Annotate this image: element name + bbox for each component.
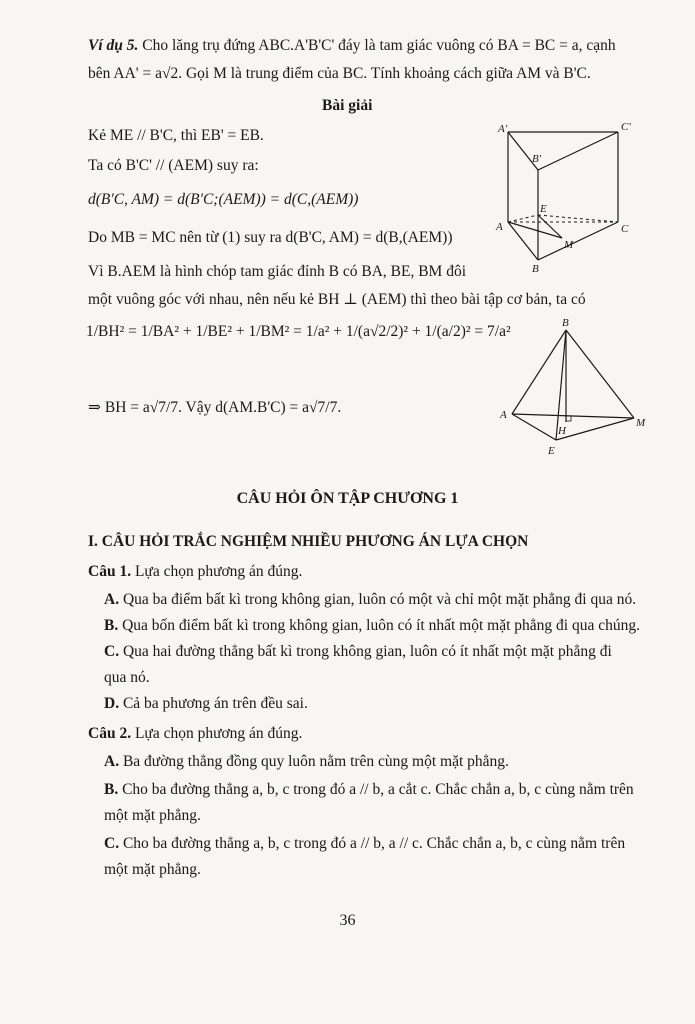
q1-option-a-text: Qua ba điểm bất kì trong không gian, luôn có một và chỉ một mặt phẳng đi qua nó. xyxy=(122,591,637,608)
question-2-label: Câu 2. xyxy=(88,725,132,742)
q1-option-b-label: B. xyxy=(104,617,119,634)
label-A: A xyxy=(496,221,503,233)
solution-title: Bài giải xyxy=(322,97,373,114)
q1-option-c-text: Qua hai đường thẳng bất kì trong không gian, luôn có ít nhất một mặt phẳng đi xyxy=(122,643,612,660)
q2-option-c-label: C. xyxy=(104,835,120,852)
question-2-text: Lựa chọn phương án đúng. xyxy=(134,725,303,742)
solution-step-5: Vì B.AEM là hình chóp tam giác đỉnh B có BA, BE, BM đôi xyxy=(88,263,467,280)
q2-option-b-text: Cho ba đường thẳng a, b, c trong đó a // b, a cắt c. Chắc chắn a, b, c cùng nằm trên xyxy=(122,781,634,798)
label-B-apex: B xyxy=(562,318,569,329)
question-1-label: Câu 1. xyxy=(88,563,132,580)
q2-option-c-text: Cho ba đường thẳng a, b, c trong đó a // b, a // c. Chắc chắn a, b, c cùng nằm trên xyxy=(122,835,626,852)
solution-step-4: Do MB = MC nên từ (1) suy ra d(B'C, AM) = d(B,(AEM)) xyxy=(88,229,453,246)
label-A-prime: A' xyxy=(498,123,508,135)
q2-option-b[interactable] xyxy=(104,780,634,800)
distance-equation: 1/BH² = 1/BA² + 1/BE² + 1/BM² = 1/a² + 1/(a√2/2)² + 1/(a/2)² = 7/a² xyxy=(86,323,511,340)
label-A-base: A xyxy=(500,409,507,421)
label-E: E xyxy=(540,203,547,215)
q2-option-a-text: Ba đường thẳng đồng quy luôn nằm trên cùng một mặt phẳng. xyxy=(122,753,509,770)
example-text-1: Cho lăng trụ đứng ABC.A'B'C' đáy là tam giác vuông có BA = BC = a, cạnh xyxy=(142,37,616,54)
solution-step-3: d(B'C, AM) = d(B'C;(AEM)) = d(C,(AEM)) xyxy=(88,191,359,208)
q2-option-c-cont: một mặt phẳng. xyxy=(104,861,201,878)
example-line-1 xyxy=(88,36,616,56)
label-H: H xyxy=(558,425,566,437)
q1-option-a[interactable] xyxy=(104,590,636,610)
label-M: M xyxy=(564,239,574,251)
solution-conclusion: ⇒ BH = a√7/7. Vậy d(AM.B'C) = a√7/7. xyxy=(88,399,342,416)
example-label: Ví dụ 5. xyxy=(88,37,139,54)
q1-option-b[interactable] xyxy=(104,616,640,636)
label-M-base: M xyxy=(636,417,646,429)
q2-option-b-label: B. xyxy=(104,781,119,798)
question-1-stem xyxy=(88,562,302,582)
page-number: 36 xyxy=(339,912,356,929)
solution-step-2: Ta có B'C' // (AEM) suy ra: xyxy=(88,157,259,174)
review-title: CÂU HỎI ÔN TẬP CHƯƠNG 1 xyxy=(236,490,459,507)
q1-option-c-cont: qua nó. xyxy=(104,669,150,686)
solution-step-6: một vuông góc với nhau, nên nếu kẻ BH ⊥ (AEM) thì theo bài tập cơ bản, ta có xyxy=(88,291,586,308)
example-line-2: bên AA' = a√2. Gọi M là trung điểm của BC. Tính khoảng cách giữa AM và B'C. xyxy=(88,65,591,82)
section-title: I. CÂU HỎI TRẮC NGHIỆM NHIỀU PHƯƠNG ÁN LỰA CHỌN xyxy=(88,533,529,550)
q1-option-d-label: D. xyxy=(104,695,120,712)
label-B-prime: B' xyxy=(532,153,542,165)
q2-option-a-label: A. xyxy=(104,753,120,770)
q1-option-a-label: A. xyxy=(104,591,120,608)
q1-option-c-label: C. xyxy=(104,643,120,660)
pyramid-figure xyxy=(498,318,658,458)
label-C-prime: C' xyxy=(621,121,631,133)
label-C: C xyxy=(621,223,629,235)
prism-figure xyxy=(488,118,648,278)
q1-option-b-text: Qua bốn điểm bất kì trong không gian, luôn có ít nhất một mặt phẳng đi qua chúng. xyxy=(122,617,640,634)
question-2-stem xyxy=(88,724,302,744)
q1-option-c[interactable] xyxy=(104,642,612,662)
q1-option-d-text: Cả ba phương án trên đều sai. xyxy=(122,695,308,712)
label-E-base: E xyxy=(548,445,555,457)
q2-option-b-cont: một mặt phẳng. xyxy=(104,807,201,824)
q2-option-c[interactable] xyxy=(104,834,625,854)
label-B: B xyxy=(532,263,539,275)
q2-option-a[interactable] xyxy=(104,752,509,772)
question-1-text: Lựa chọn phương án đúng. xyxy=(134,563,303,580)
solution-step-1: Kẻ ME // B'C, thì EB' = EB. xyxy=(88,127,264,144)
q1-option-d[interactable] xyxy=(104,694,308,714)
